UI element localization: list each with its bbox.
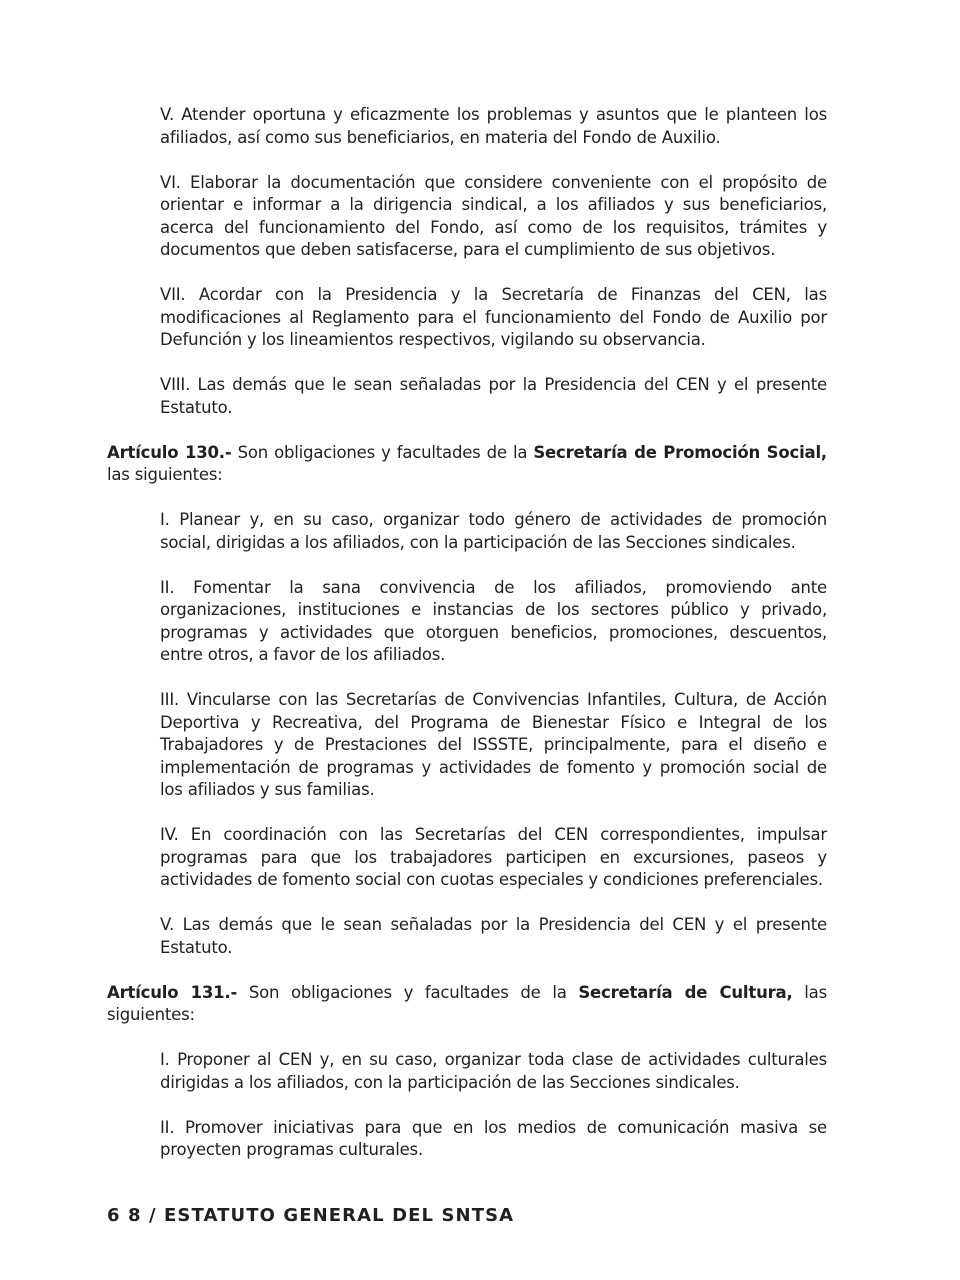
article-131-secretariat: Secretaría de Cultura, bbox=[578, 982, 793, 1002]
article-131-fraction-ii: II. Promover iniciativas para que en los medios de comunicación masiva se proyecten programas culturales. bbox=[160, 1117, 827, 1159]
page-footer: 6 8 / ESTATUTO GENERAL DEL SNTSA bbox=[107, 1205, 515, 1226]
article-130-secretariat: Secretaría de Promoción Social, bbox=[533, 442, 827, 462]
article-130-label: Artículo 130.- bbox=[107, 442, 232, 462]
article-130-text-before: Son obligaciones y facultades de la bbox=[231, 442, 534, 462]
article-130-intro bbox=[107, 442, 827, 487]
article-130-fraction-i: I. Planear y, en su caso, organizar todo género de actividades de promoción social, dirigidas a los afiliados, con la participación de las Secciones sindicales. bbox=[160, 510, 827, 552]
article-131-label: Artículo 131.- bbox=[107, 982, 238, 1002]
document-body bbox=[107, 104, 827, 1162]
article-130-fraction-iv: IV. En coordinación con las Secretarías del CEN correspondientes, impulsar programas para que los trabajadores participen en excursiones, paseos y actividades de fomento social con cuotas especiales y condiciones preferenciales. bbox=[160, 825, 827, 889]
article-131-fraction-i: I. Proponer al CEN y, en su caso, organizar toda clase de actividades culturales dirigidas a los afiliados, con la participación de las Secciones sindicales. bbox=[160, 1050, 827, 1092]
fraction-v: V. Atender oportuna y eficazmente los problemas y asuntos que le planteen los afiliados, así como sus beneficiarios, en materia del Fondo de Auxilio. bbox=[160, 105, 827, 147]
article-131-intro bbox=[107, 982, 827, 1027]
article-131-text-before: Son obligaciones y facultades de la bbox=[237, 982, 579, 1002]
fraction-viii: VIII. Las demás que le sean señaladas por la Presidencia del CEN y el presente Estatuto. bbox=[160, 375, 827, 417]
article-130-text-after: las siguientes: bbox=[107, 465, 223, 484]
article-130-fraction-iii: III. Vincularse con las Secretarías de Convivencias Infantiles, Cultura, de Acción Deportiva y Recreativa, del Programa de Bienestar Físico e Integral de los Trabajadores y de Prestaciones del ISSSTE, principalmente, para el diseño e implementación de programas y actividades de fomento y promoción social de los afiliados y sus familias. bbox=[160, 690, 827, 799]
article-130-fraction-ii: II. Fomentar la sana convivencia de los afiliados, promoviendo ante organizaciones, instituciones e instancias de los sectores público y privado, programas y actividades que otorguen beneficios, promociones, descuentos, entre otros, a favor de los afiliados. bbox=[160, 577, 827, 664]
article-130-fraction-v: V. Las demás que le sean señaladas por la Presidencia del CEN y el presente Estatuto. bbox=[160, 915, 827, 957]
fraction-vi: VI. Elaborar la documentación que considere conveniente con el propósito de orientar e informar a la dirigencia sindical, a los afiliados y sus beneficiarios, acerca del funcionamiento del Fondo, así como de los requisitos, trámites y documentos que deben satisfacerse, para el cumplimiento de sus objetivos. bbox=[160, 172, 827, 259]
article-131-text-after: las siguientes: bbox=[107, 982, 827, 1024]
fraction-vii: VII. Acordar con la Presidencia y la Secretaría de Finanzas del CEN, las modificaciones al Reglamento para el funcionamiento del Fondo de Auxilio por Defunción y los lineamientos respectivos, vigilando su observancia. bbox=[160, 285, 827, 349]
